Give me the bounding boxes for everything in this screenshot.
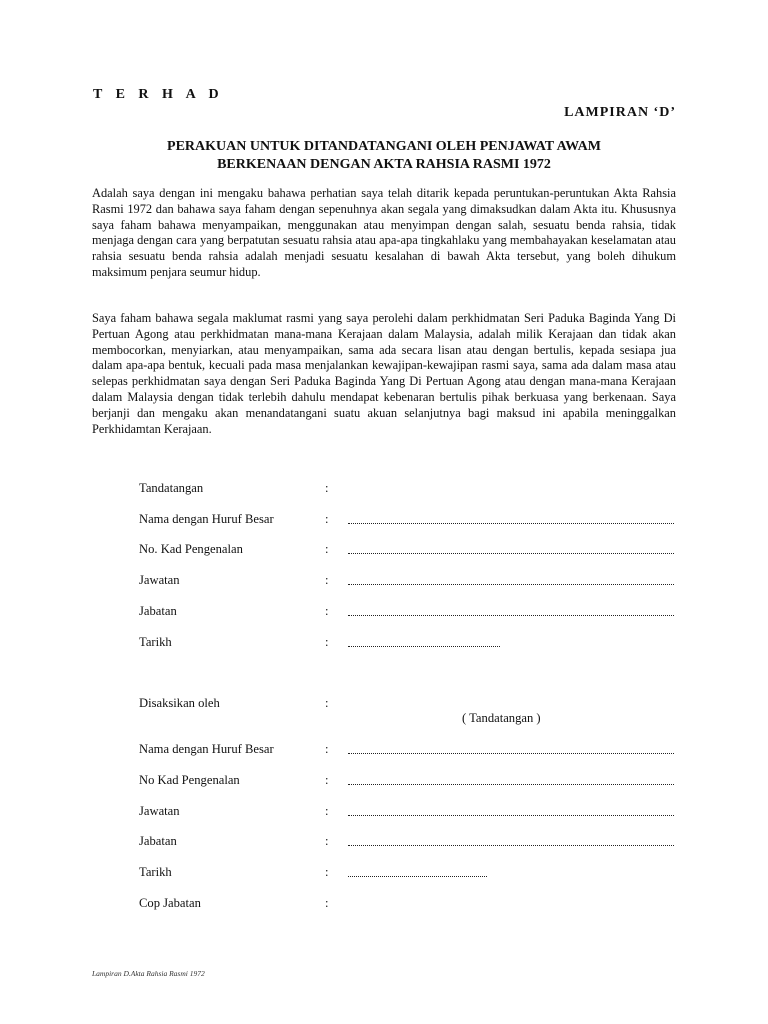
witness-date-field[interactable] [348, 876, 487, 877]
witness-department-field[interactable] [348, 845, 674, 846]
ic-number-row [139, 542, 679, 560]
name-field[interactable] [348, 523, 674, 524]
witness-name-field[interactable] [348, 753, 674, 754]
declaration-paragraph-2: Saya faham bahawa segala maklumat rasmi yang saya perolehi dalam perkhidmatan Seri Paduka Baginda Yang Di Pertuan Agong atau perkhidmatan mana-mana Kerajaan dalam Malaysia, adalah milik Kerajaan dan tidak akan membocorkan, menyiarkan, atau menyampaikan, sama ada secara lisan atau dengan bertulis, kepada sesiapa jua dalam apa-apa bentuk, kecuali pada masa menjalankan kewajipan-kewajipan rasmi saya, sama ada dalam masa atau selepas perkhidmatan saya dengan Seri Paduka Baginda Yang Di Pertuan Agong atau dengan mana-mana Kerajaan dalam Malaysia dengan tidak terlebih dahulu mendapat kebenaran bertulis pihak berkuasa yang berkenaan. Saya berjanji dan mengaku akan menandatangani suatu akuan selanjutnya bagi maksud ini apabila meninggalkan Perkhidamtan Kerajaan. [92, 311, 676, 436]
department-row [139, 604, 679, 622]
witness-position-label: Jawatan [139, 804, 180, 818]
department-stamp-row [139, 896, 679, 914]
title-line-1: PERAKUAN UNTUK DITANDATANGANI OLEH PENJAWAT AWAM [167, 139, 601, 154]
position-row [139, 573, 679, 591]
witness-department-label: Jabatan [139, 834, 177, 848]
field-colon: : [325, 573, 329, 587]
witness-position-row [139, 804, 679, 822]
witness-signature-row [139, 696, 679, 714]
signature-row [139, 481, 679, 499]
witness-date-label: Tarikh [139, 865, 172, 879]
witness-department-row [139, 834, 679, 852]
field-colon: : [325, 481, 329, 495]
field-colon: : [325, 696, 329, 710]
field-colon: : [325, 512, 329, 526]
field-colon: : [325, 834, 329, 848]
field-colon: : [325, 542, 329, 556]
field-colon: : [325, 896, 329, 910]
date-row [139, 635, 679, 653]
witness-name-label: Nama dengan Huruf Besar [139, 742, 274, 756]
date-field[interactable] [348, 646, 500, 647]
field-colon: : [325, 604, 329, 618]
position-label: Jawatan [139, 573, 180, 587]
witness-label: Disaksikan oleh [139, 696, 220, 710]
field-colon: : [325, 865, 329, 879]
witness-date-row [139, 865, 679, 883]
name-label: Nama dengan Huruf Besar [139, 512, 274, 526]
department-label: Jabatan [139, 604, 177, 618]
signature-label: Tandatangan [139, 481, 204, 495]
annex-label: LAMPIRAN ‘D’ [564, 105, 676, 120]
witness-position-field[interactable] [348, 815, 674, 816]
footer-note: Lampiran D.Akta Rahsia Rasmi 1972 [92, 969, 205, 978]
witness-ic-label: No Kad Pengenalan [139, 773, 240, 787]
document-title [92, 138, 676, 174]
department-stamp-label: Cop Jabatan [139, 896, 201, 910]
declaration-paragraph-1: Adalah saya dengan ini mengaku bahawa perhatian saya telah ditarik kepada peruntukan-peruntukan Akta Rahsia Rasmi 1972 dan bahawa saya faham dengan sepenuhnya akan segala yang dimaksudkan dalam Akta itu. Khususnya saya faham bahawa menyampaikan, menggunakan atau menyimpan dengan salah, sesuatu benda rahsia, tidak menjaga dengan cara yang berpatutan sesuatu rahsia atau apa-apa tingkahlaku yang membahayakan keselamatan atau rahsia sesuatu benda rahsia adalah menjadi sesuatu kesalahan di bawah Akta tersebut, yang boleh dihukum maksimum penjara seumur hidup. [92, 186, 676, 279]
field-colon: : [325, 742, 329, 756]
ic-number-field[interactable] [348, 553, 674, 554]
signature-caption: ( Tandatangan ) [462, 711, 541, 725]
witness-name-row [139, 742, 679, 760]
field-colon: : [325, 635, 329, 649]
position-field[interactable] [348, 584, 674, 585]
department-field[interactable] [348, 615, 674, 616]
ic-number-label: No. Kad Pengenalan [139, 542, 243, 556]
field-colon: : [325, 773, 329, 787]
classification-label: T E R H A D [93, 87, 224, 102]
date-label: Tarikh [139, 635, 172, 649]
field-colon: : [325, 804, 329, 818]
name-row [139, 512, 679, 530]
witness-ic-row [139, 773, 679, 791]
title-line-2: BERKENAAN DENGAN AKTA RAHSIA RASMI 1972 [217, 157, 551, 172]
witness-ic-field[interactable] [348, 784, 674, 785]
